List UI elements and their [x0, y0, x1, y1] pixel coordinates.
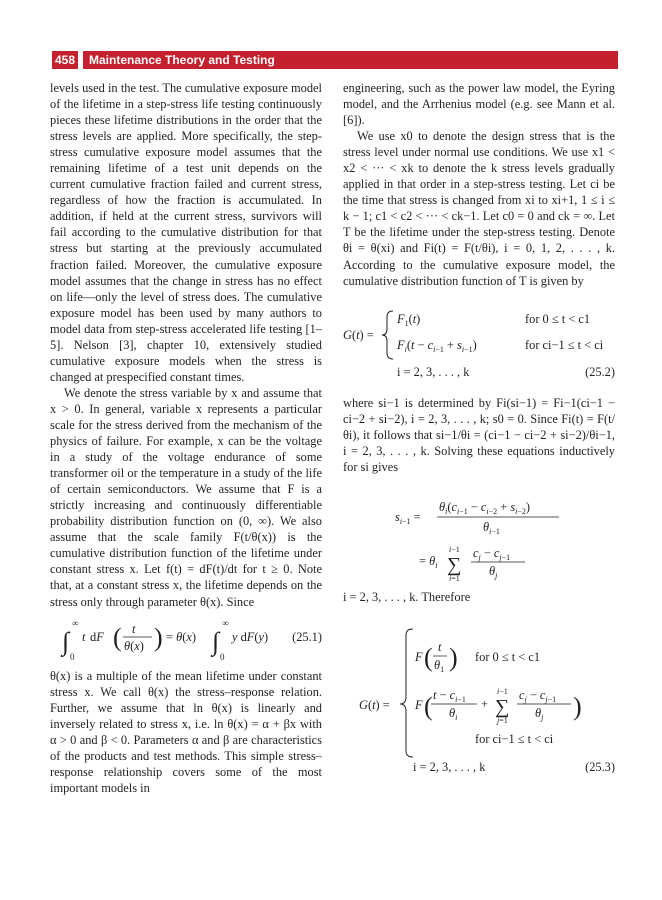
svg-text:i−1: i−1	[497, 686, 508, 696]
running-title: Maintenance Theory and Testing	[83, 51, 618, 69]
svg-text:t − ci−1: $t - c_i-1$	[433, 687, 466, 704]
svg-text:G(t) =: G(t) =	[343, 327, 374, 342]
svg-text:θ1: $\theta_1$	[434, 657, 445, 674]
svg-text:cj − cj−1: $c_j - c_j-1$	[473, 545, 511, 562]
left-column	[50, 80, 322, 796]
svg-text:F1(t): $F_1(t)$	[397, 311, 421, 328]
svg-text:θ(x): θ(x)	[124, 638, 144, 653]
equation-25-3-condition-1: for 0 ≤ t < c1	[475, 649, 541, 664]
svg-text:0: 0	[220, 651, 225, 662]
svg-text:y dF(y): y dF(y)	[232, 629, 269, 644]
equation-25-2-condition-2: for ci−1 ≤ t < ci	[525, 337, 604, 352]
svg-text:): )	[449, 642, 458, 672]
svg-text:+: +	[481, 696, 488, 711]
svg-text:(: (	[113, 622, 122, 652]
svg-text:si−1 =: $s_i-1$ =	[395, 509, 421, 526]
svg-text:t: t	[438, 639, 442, 654]
svg-text:): )	[573, 691, 582, 721]
svg-text:∑: ∑	[495, 695, 510, 718]
svg-text:θi−1: $\theta_i-1$	[483, 519, 500, 536]
svg-text:∫: ∫	[212, 626, 220, 656]
left-paragraph-1: levels used in the test. The cumulative exposure model of the lifetime in a step-stress life testing continuously pieces these lifetime distributions in the order that the stress levels are applied. More specifically, the step-stress cumulative exposure model assumes that the remaining lifetime of a test unit depends on the current cumulative fraction failed and current stress, regardless of how the fraction is accumulated. In addition, if held at the current stress, survivors will fail according to the cumulative distribution for that stress but starting at the previously accumulated fraction failed. Moreover, the cumulative exposure model assumes that the change in stress has no effect on life—only the level of stress does. The cumulative exposure model has been used by many authors to model data from step-stress accelerated life testing [1–5]. Nelson [3], chapter 10, extensively studied cumulative exposure models when the stress is changed at prespecified constant times.	[50, 81, 322, 384]
equation-25-2-number: (25.2)	[585, 364, 615, 379]
equation-25-3-formula	[343, 605, 615, 773]
svg-text:(: (	[424, 642, 433, 672]
svg-text:∫: ∫	[62, 626, 70, 656]
svg-text:θi(ci−1 − ci−2 + si−2): $\theta_i(c_i-1 - c_i-2 + s_i-2)$	[439, 499, 531, 516]
equation-25-3-range: i = 2, 3, . . . , k	[413, 759, 486, 773]
svg-text:∑: ∑	[447, 553, 462, 576]
svg-text:t: t	[82, 629, 86, 644]
equation-25-2-formula	[343, 289, 615, 395]
left-paragraph-3: θ(x) is a multiple of the mean lifetime under constant stress x. We call θ(x) the stress–response relation. Further, we assume that ln θ(x) is linearly and inversely related to stress x, i.e. ln θ(x) = α + βx with α > 0 and β < 0. Parameters α and β are characteristics of the products and test methods. This simple stress–response relationship covers some of the most important models in	[50, 668, 322, 795]
running-header	[52, 51, 618, 69]
svg-text:j=1: j=1	[497, 715, 508, 725]
svg-text:cj − cj−1: $c_j - c_j-1$	[519, 687, 557, 704]
svg-text:j=1: j=1	[449, 573, 460, 581]
right-paragraph-2: We use x0 to denote the design stress that is the stress level under normal use conditions. We use x1 < x2 < ··· < xk to denote the k stress levels gradually applied in that order in a step-stress testing. Let ci be the time that stress is changed from xi to xi+1, 1 ≤ i ≤ k − 1; c1 < c2 < ··· < ck−1. Let c0 = 0 and ck = ∞. Let T be the lifetime under the step-stress testing. Denote θi = θ(xi) and Fi(t) = F(t/θi), i = 0, 1, 2, . . . , k. According to the cumulative exposure model, the cumulative distribution function of T is given by	[343, 129, 615, 288]
equation-s-solution-formula	[343, 475, 615, 581]
equation-25-1	[50, 610, 322, 668]
page-number: 458	[52, 51, 78, 69]
svg-text:∞: ∞	[72, 617, 79, 628]
svg-text:i−1: i−1	[449, 544, 460, 554]
svg-text:∞: ∞	[222, 617, 229, 628]
svg-text:(: (	[424, 691, 433, 721]
svg-text:F: F	[415, 649, 423, 664]
equation-25-2-range: i = 2, 3, . . . , k	[397, 364, 470, 379]
right-paragraph-3: where si−1 is determined by Fi(si−1) = Fi−1(ci−1 − ci−2 + si−2), i = 2, 3, . . . , k; s0 = 0. Since Fi(t) = F(t/θi), it follows that si−1/θi = (ci−1 − ci−2 + si−2)/θi−1, i = 2, 3, . . . , k. Solving these equations inductively for si gives	[343, 395, 615, 474]
svg-text:t: t	[132, 621, 136, 636]
equation-25-1-formula	[50, 610, 322, 668]
svg-text:θj: $\theta_j$	[489, 563, 498, 580]
svg-text:G(t) =: G(t) =	[359, 697, 390, 712]
right-paragraph-1: engineering, such as the power law model, the Eyring model, and the Arrhenius model (e.g. see Mann et al. [6]).	[343, 81, 615, 128]
equation-25-1-number: (25.1)	[292, 629, 322, 644]
svg-text:= θ(x): = θ(x)	[166, 629, 196, 644]
equation-25-2	[343, 289, 615, 395]
right-paragraph-4: i = 2, 3, . . . , k. Therefore	[343, 589, 471, 604]
svg-text:): )	[154, 622, 163, 652]
svg-text:θi: $\theta_i$	[449, 705, 458, 722]
equation-25-3-number: (25.3)	[585, 759, 615, 773]
svg-text:0: 0	[70, 651, 75, 662]
svg-text:= θi: = $\theta_i$	[419, 553, 438, 570]
svg-text:F: F	[415, 697, 423, 712]
svg-text:dF: dF	[90, 629, 104, 644]
equation-25-3	[343, 605, 615, 773]
left-paragraph-2: We denote the stress variable by x and assume that x > 0. In general, variable x represents a particular scale for the stress derived from the mechanism of the physics of failure. For example, x can be the voltage in a study of the voltage endurance of some transformer oil or the temperature in a study of the life of certain semiconductors. We assume that F is a strictly increasing and continuously differentiable probability distribution function on (0, ∞). We also assume that the scale family F(t/θ(x)) is the cumulative distribution function of the lifetime under constant stress x. Let f(t) = dF(t)/dt for t ≥ 0. Note that, at a constant stress x, the lifetime depends on the stress only through parameter θ(x). Since	[50, 385, 322, 609]
equation-s-solution	[343, 475, 615, 581]
right-column	[343, 80, 615, 773]
svg-text:Fi(t − ci−1 + si−1): $F_i(t - c_i-1 + s_i-1)$	[397, 337, 477, 354]
svg-text:θj: $\theta_j$	[535, 705, 544, 722]
equation-25-3-condition-2: for ci−1 ≤ t < ci	[475, 731, 554, 746]
equation-25-2-condition-1: for 0 ≤ t < c1	[525, 311, 591, 326]
